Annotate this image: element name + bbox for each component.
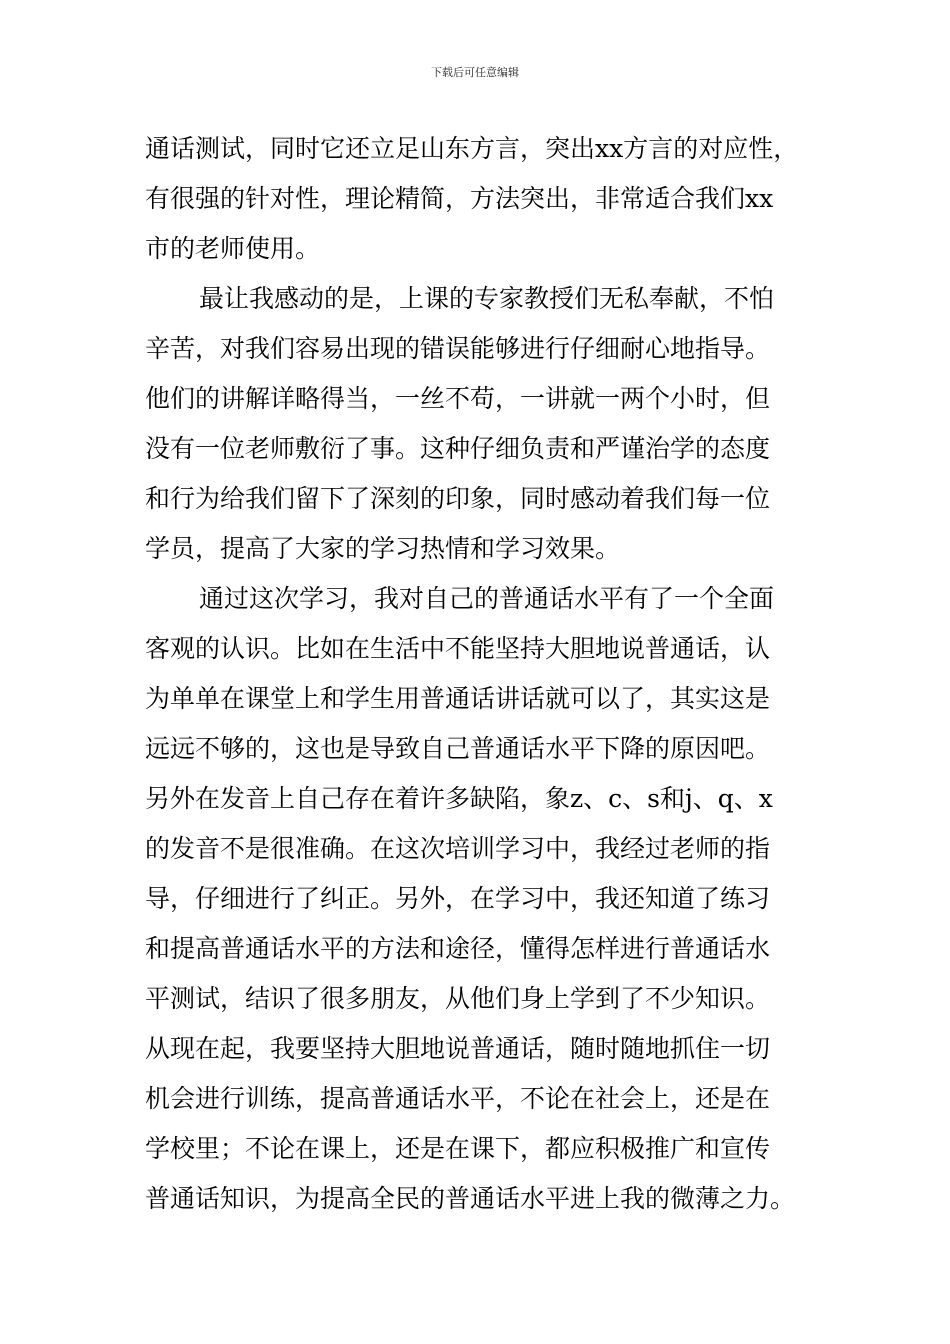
paragraph-3 <box>145 574 835 1224</box>
text-line: 和行为给我们留下了深刻的印象，同时感动着我们每一位 <box>145 484 771 513</box>
text-line: 通过这次学习，我对自己的普通话水平有了一个全面 <box>199 584 775 613</box>
paragraph-1 <box>145 124 835 274</box>
text-line: 普通话知识，为提高全民的普通话水平进上我的微薄之力。 <box>145 1184 796 1213</box>
text-line: 学员，提高了大家的学习热情和学习效果。 <box>145 534 621 563</box>
text-line: 为单单在课堂上和学生用普通话讲话就可以了，其实这是 <box>145 684 771 713</box>
text-line: 市的老师使用。 <box>145 234 321 263</box>
text-line: 远远不够的，这也是导致自己普通话水平下降的原因吧。 <box>145 734 771 763</box>
text-line: 没有一位老师敷衍了事。这种仔细负责和严谨治学的态度 <box>145 434 771 463</box>
paragraph-2 <box>145 274 835 574</box>
text-line: 客观的认识。比如在生活中不能坚持大胆地说普通话，认 <box>145 634 771 663</box>
text-line: 他们的讲解详略得当，一丝不苟，一讲就一两个小时，但 <box>145 384 771 413</box>
text-line: 和提高普通话水平的方法和途径，懂得怎样进行普通话水 <box>145 934 771 963</box>
text-line: 学校里；不论在课上，还是在课下，都应积极推广和宣传 <box>145 1134 771 1163</box>
text-line: 的发音不是很准确。在这次培训学习中，我经过老师的指 <box>145 834 771 863</box>
page-header: 下载后可任意编辑 <box>431 66 519 79</box>
text-line: 导，仔细进行了纠正。另外，在学习中，我还知道了练习 <box>145 884 771 913</box>
text-line: 平测试，结识了很多朋友，从他们身上学到了不少知识。 <box>145 984 771 1013</box>
text-line: 通话测试，同时它还立足山东方言，突出xx方言的对应性， <box>145 134 799 163</box>
document-body <box>145 124 835 1224</box>
text-line: 最让我感动的是，上课的专家教授们无私奉献，不怕 <box>199 284 775 313</box>
text-line: 另外在发音上自己存在着许多缺陷，象z、c、s和j、q、x <box>145 784 773 813</box>
text-line: 辛苦，对我们容易出现的错误能够进行仔细耐心地指导。 <box>145 334 771 363</box>
text-line: 从现在起，我要坚持大胆地说普通话，随时随地抓住一切 <box>145 1034 771 1063</box>
text-line: 机会进行训练，提高普通话水平，不论在社会上，还是在 <box>145 1084 771 1113</box>
text-line: 有很强的针对性，理论精简，方法突出，非常适合我们xx <box>145 184 774 213</box>
